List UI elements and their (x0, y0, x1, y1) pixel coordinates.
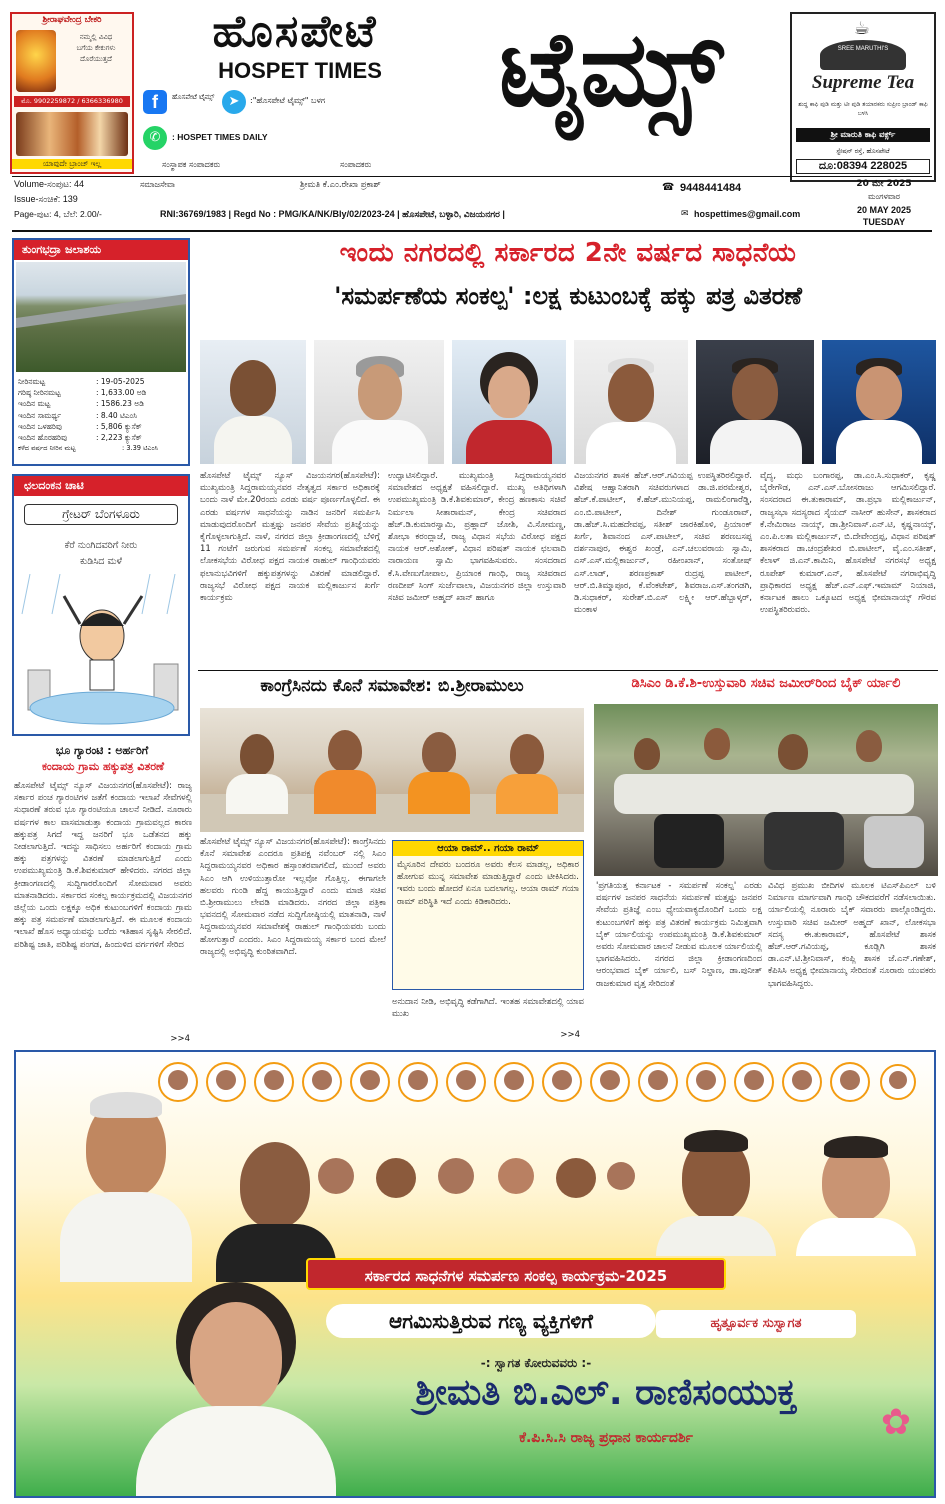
sriramulu-headline: ಕಾಂಗ್ರೆಸಿನದು ಕೊನೆ ಸಮಾವೇಶ: ಬಿ.ಶ್ರೀರಾಮುಲು (260, 676, 524, 696)
dam-row (18, 432, 186, 443)
banner-portrait-left (56, 1092, 196, 1282)
mail-icon: ✉ (681, 209, 689, 219)
cartoon-caption2: ಕುಡಿಸಿದ ಮಳೆ (79, 556, 123, 567)
banner-portrait-group (316, 1148, 636, 1208)
cake-image (16, 112, 128, 156)
tea-brand-top: SREE MARUTHI'S (837, 46, 889, 52)
sriramulu-col-1: ಹೊಸಪೇಟೆ ಟೈಮ್ಸ್ ನ್ಯೂಸ್ ವಿಜಯನಗರ(ಹೊಸಪೇಟೆ): ಕಾಂಗ್ರೆಸಿನದು ಕೊನೆ ಸಮಾವೇಶ ಎಂದರೂ ಪ್ರತಿಪಕ್ಷ ನವೆಂಬರ್ ನಲ್ಲಿ ಸಿಎಂ ಸಿದ್ದರಾಮಯ್ಯನವರ ಅಧಿಕಾರ ಹಸ್ತಾಂತರವಾಗಲಿದೆ, ಮುಂದೆ ಅವರು ಸಿಎಂ ಆಗಿ ಉಳಿಯುತ್ತಾರೋ ಇಲ್ಲವೋ ಗೊತ್ತಿಲ್ಲ. ಈಗಾಗಲೇ ಹಲವರು ಗುಂಡಿ ಹೆದ್ದ ಕಾಯುತ್ತಿದ್ದಾರೆ ಎಂದು ಮಾಜಿ ಸಚಿವ ಬಿ.ಶ್ರೀರಾಮುಲು ಲೇವಡಿ ಮಾಡಿದರು. ನಗರದ ಜಿಲ್ಲಾ ಪತ್ರಿಕಾ ಭವನದಲ್ಲಿ ಸೋಮವಾರ ನಡೆದ ಸುದ್ದಿಗೋಷ್ಠಿಯಲ್ಲಿ ಮಾತನಾಡಿ, ನಾಳೆ ಸಿದ್ದರಾಮಯ್ಯನವರ ಸಮಾವೇಶಕ್ಕೆ ರಾಹುಲ್ ಗಾಂಧಿಯವರು ಬಂದು ಹೋಗುತ್ತಾರೆ ಎಂದರು. ಸಿಎಂ ಸಿದ್ದರಾಮಯ್ಯ ಸರ್ಕಾರ ಬಂದ ಮೇಲೆ ರಾಜ್ಯದಲ್ಲಿ ಅಭಿವೃದ್ಧಿ ಕುಂಠಿತವಾಗಿದೆ. (200, 837, 386, 957)
deity-image (16, 30, 56, 92)
sriramulu-box (392, 840, 584, 990)
phone-icon: ☎ (662, 182, 675, 193)
dam-row-value: : 3.39 ಟಿಎಂಸಿ (122, 444, 159, 453)
lead-headline1: ಇಂದು ನಗರದಲ್ಲಿ ಸರ್ಕಾರದ 2ನೇ ವರ್ಷದ ಸಾಧನೆಯ (339, 238, 797, 268)
tea-brand: Supreme Tea (811, 72, 915, 93)
cartoon-box (12, 474, 190, 736)
bakery-ad-line: ದೊರೆಯುತ್ತದೆ (80, 55, 112, 63)
sriramulu-box-body: ಮೈಸೂರಿನ ದೇವರು ಬಂದರೂ ಅವರು ಕೆಲಸ ಮಾಡಲ್ಲ, ಅಧಿಕಾರ ಹೋಗುವ ಮುನ್ನ ಸಮಾವೇಶ ಮಾಡುತ್ತಿದ್ದಾರೆ ಎಂದು ಟೀಕಿಸಿದರು. ಇವರು ಬಂದು ಹೋದರೆ ಏನೂ ಬದಲಾಗಲ್ಲ. ಆಯಾ ರಾಮ್ ಗಯಾ ರಾಮ್ ಪರಿಸ್ಥಿತಿ ಇದೆ ಎಂದು ಕಿಡಿಕಾರಿದರು. (397, 860, 579, 907)
telegram-icon[interactable]: ➤ (222, 90, 246, 114)
date-en: 20 MAY 2025 (856, 205, 912, 215)
dam-row-value: : 2,223 ಕ್ಯುಸೆಕ್ (96, 433, 142, 443)
dam-row-value: : 5,806 ಕ್ಯುಸೆಕ್ (96, 421, 142, 431)
phone-number: 9448441484 (680, 182, 742, 194)
bakery-ad-line: ನಮ್ಮಲ್ಲಿ ವಿವಿಧ (79, 33, 113, 41)
dam-row-value: : 8.40 ಟಿಎಂಸಿ (96, 410, 138, 420)
dam-row (18, 443, 186, 454)
bakery-ad (10, 12, 134, 174)
publisher-sub: ಸಮಾಜಸೇವಾ (140, 180, 175, 189)
date-kn: 20 ಮೇ 2025 (856, 179, 912, 189)
dam-photo (16, 262, 186, 372)
cartoon-figure (20, 574, 184, 730)
whatsapp-icon[interactable]: ✆ (143, 126, 167, 150)
dam-row (18, 398, 186, 409)
dam-row-label: ಗರಿಷ್ಠ ನೀರಿನಮಟ್ಟ (18, 388, 61, 398)
email[interactable]: hospettimes@gmail.com (694, 209, 801, 219)
lead-photo-row (200, 340, 936, 464)
dam-row-value: : 19-05-2025 (96, 377, 145, 386)
dam-row-label: ಇಂದಿನ ಒಳಹರಿವು (18, 421, 62, 431)
banner-portrait-right-2 (796, 1126, 916, 1256)
pages-label: Page-ಪುಟ: 4, ಬೆಲೆ: 2.00/- (14, 209, 102, 219)
lead-col-4: ವೈದ್ಯ, ಮಧು ಬಂಗಾರಪ್ಪ, ಡಾ.ಎಂ.ಸಿ.ಸುಧಾಕರ್, ಕೃಷ್ಣ ಬೈರೇಗೌಡ, ಎನ್.ಎಸ್.ಬೋಸರಾಜು ಆಗಮಿಸಲಿದ್ದಾರೆ. ಸಂಸದರಾದ ಈ.ತುಕಾರಾಮ್, ಡಾ.ಪ್ರಭಾ ಮಲ್ಲಿಕಾರ್ಜುನ್, ರಾಜ್ಯಸಭಾ ಸದಸ್ಯರಾದ ಸೈಯದ್ ನಾಸೀರ್ ಹುಸೇನ್, ಶಾಸಕರಾದ ಕೆ.ನೇಮಿರಾಜ ನಾಯ್ಕ್, ಡಾ.ಶ್ರೀನಿವಾಸ್.ಎನ್.ಟಿ, ಕೃಷ್ಣನಾಯ್ಕ್, ಎಂ.ಪಿ.ಲತಾ ಮಲ್ಲಿಕಾರ್ಜುನ್, ಬಿ.ದೇವೇಂದ್ರಪ್ಪ, ವಿಧಾನ ಪರಿಷತ್ ಶಾಸಕರಾದ ಡಾ.ಚಂದ್ರಶೇಖರ ಬಿ.ಪಾಟೀಲ್, ವೈ.ಎಂ.ಸತೀಶ್, ಕೆಲಾಳ್ ಜಿ.ಎನ್.ಕಾಮಿನಿ, ಹೊಸಪೇಟೆ ನಗರಸಭೆ ಅಧ್ಯಕ್ಷ ರೂಪೇಶ್ ಕುಮಾರ್.ಎನ್, ಹೊಸಪೇಟೆ ನಗರಾಭಿವೃದ್ಧಿ ಪ್ರಾಧಿಕಾರದ ಅಧ್ಯಕ್ಷ ಹೆಚ್.ಎನ್.ಎಫ್.ಇಮಾಮ್ ನಿಯಾಜಿ, ಕರ್ನಾಟಕ ಹಾಲು ಒಕ್ಕೂಟದ ಅಧ್ಯಕ್ಷ ಭೀಮಾನಾಯ್ಕ್ ಗೌರವ ಉಪಸ್ಥಿತರಿರುವರು. (760, 471, 936, 616)
rally-photo (594, 704, 938, 876)
cartoon-drawing (20, 574, 184, 730)
sriramulu-box-title: ಆಯಾ ರಾಮ್.. ಗಯಾ ರಾಮ್ (393, 841, 583, 856)
lead-col-1: ಹೊಸಪೇಟೆ ಟೈಮ್ಸ್ ನ್ಯೂಸ್ ವಿಜಯನಗರ(ಹೊಸಪೇಟೆ): ಮುಖ್ಯಮಂತ್ರಿ ಸಿದ್ದರಾಮಯ್ಯನವರ ನೇತೃತ್ವದ ಸರ್ಕಾರ ಅಧಿಕಾರಕ್ಕೆ ಬಂದು ನಾಳೆ ಮೇ.20ರಂದು ಎರಡು ವರ್ಷ ಪೂರ್ಣಗೊಳ್ಳಲಿದೆ. ಈ ಎರಡು ವರ್ಷಗಳ ಸಾಧನೆಯನ್ನು ನಾಡಿನ ಜನರಿಗೆ ಸಮರ್ಪಿಸಿ ಮಾಡುವುದರೊಂದಿಗೆ ಮತ್ತಷ್ಟು ಜನಪರ ಸೇವೆಯ ಪ್ರತಿಜ್ಞೆಯನ್ನು ಕೈಗೊಳ್ಳಲಾಗುತ್ತಿದೆ. ನಾಳೆ, ನಗರದ ಜಿಲ್ಲಾ ಕ್ರೀಡಾಂಗಣದಲ್ಲಿ ಬೆಳಿಗ್ಗೆ 11 ಗಂಟೆಗೆ ಜರುಗುವ ಸಮರ್ಪಣೆ ಸಂಕಲ್ಪ ಸಮಾವೇಶದಲ್ಲಿ ಲೋಕಸಭೆಯ ವಿರೋಧ ಪಕ್ಷದ ನಾಯಕ ರಾಹುಲ್ ಗಾಂಧಿಯವರು ಫಲಾನುಭವಿಗಳಿಗೆ ಹಕ್ಕುಪತ್ರಗಳನ್ನು ವಿತರಣೆ ಮಾಡಲಿದ್ದಾರೆ. ರಾಜ್ಯಸಭೆ ವಿರೋಧ ಪಕ್ಷದ ನಾಯಕ ಮಲ್ಲಿಕಾರ್ಜುನ ಖರ್ಗೆ ಕಾರ್ಯಕ್ರಮ (200, 471, 380, 604)
volume-label: Volume-ಸಂಪುಟ: 44 (14, 179, 84, 189)
banner-programme: ಸರ್ಕಾರದ ಸಾಧನೆಗಳ ಸಮರ್ಪಣ ಸಂಕಲ್ಪ ಕಾರ್ಯಕ್ರಮ-2025 (306, 1258, 726, 1290)
banner-welcomer-title: ಕೆ.ಪಿ.ಸಿ.ಸಿ ರಾಜ್ಯ ಪ್ರಧಾನ ಕಾರ್ಯದರ್ಶಿ (519, 1430, 693, 1446)
lead-col-3: ವಿಜಯನಗರ ಶಾಸಕ ಹೆಚ್.ಆರ್.ಗವಿಯಪ್ಪ ಉಪಸ್ಥಿತರಿರಲಿದ್ದಾರೆ. ವಿಶೇಷ ಆಹ್ವಾನಿತರಾಗಿ ಸಚಿವರುಗಳಾದ ಡಾ.ಜಿ.ಪರಮೇಶ್ವರ, ಹೆಚ್.ಕೆ.ಪಾಟೀಲ್, ಕೆ.ಹೆಚ್.ಮುನಿಯಪ್ಪ, ರಾಮಲಿಂಗಾರೆಡ್ಡಿ, ಎಂ.ಬಿ.ಪಾಟೀಲ್, ದಿನೇಶ್ ಗುಂಡೂರಾವ್, ಡಾ.ಹೆಚ್.ಸಿ.ಮಹದೇವಪ್ಪ, ಸತೀಶ್ ಜಾರಕಿಹೊಳಿ, ಪ್ರಿಯಾಂಕ್ ಖರ್ಗೆ, ಶಿವಾನಂದ ಎಸ್.ಪಾಟೀಲ್, ಸಚಿವ ಶರಣಬಸಪ್ಪ ದರ್ಶನಾಪುರ, ಈಶ್ವರ ಖಂಡ್ರೆ, ಎನ್.ಚಲುವರಾಯ ಸ್ವಾಮಿ, ಎಸ್.ಎಸ್.ಮಲ್ಲಿಕಾರ್ಜುನ್, ರಹೀಂಖಾನ್, ಸಂತೋಷ್ ಎಸ್.ಲಾಡ್, ಶರಣಪ್ರಕಾಶ್ ರುದ್ರಪ್ಪ ಪಾಟೀಲ್, ಆರ್.ಬಿ.ತಿಮ್ಮಾಪೂರ, ಕೆ.ವೆಂಕಟೇಶ್, ಶಿವರಾಜ.ಎಸ್.ತಂಗಡಗಿ, ಡಿ.ಸುಧಾಕರ್, ಸುರೇಶ್.ಬಿ.ಎಸ್ ಲಕ್ಷ್ಮೀ ಆರ್.ಹೆಬ್ಬಾಳ್ಕರ್, ಮಂಕಾಳ (574, 471, 752, 616)
bakery-footer: ಯಾವುದೇ ಬ್ರಾಂಚ್ ಇಲ್ಲ (12, 159, 132, 169)
issue-label: Issue-ಸಂಚಿಕೆ: 139 (14, 194, 78, 204)
day-en: TUESDAY (862, 217, 906, 227)
dam-header: ತುಂಗಭದ್ರಾ ಜಲಾಶಯ (14, 240, 188, 260)
banner-portrait-row (156, 1060, 916, 1104)
masthead (0, 0, 945, 232)
left-story-body: ಹೊಸಪೇಟೆ ಟೈಮ್ಸ್ ನ್ಯೂಸ್ ವಿಜಯನಗರ(ಹೊಸಪೇಟೆ): ರಾಜ್ಯ ಸರ್ಕಾರ ಪಂಚ ಗ್ಯಾರಂಟಿಗಳ ಜತೆಗೆ ಕಂದಾಯ ಇಲಾಖೆ ಸೇವೆಗಳಲ್ಲಿ ಸುಧಾರಣೆ ತರುವ ಭೂ ಗ್ಯಾರಂಟಿಯೂ ಚಾಲನೆ ನೀಡಿದೆ. ನೂರಾರು ವರ್ಷಗಳ ಕಾಲ ವಾಸಮಾಡುತ್ತಾ ಕಂದಾಯ ಗ್ರಾಮವಲ್ಲದ ಕಾರಣ ಹಕ್ಕುಪತ್ರ ಸಿಗದೆ ಇದ್ದ ಜನರಿಗೆ ಭೂ ಒಡೆತನದ ಹಕ್ಕು ನೀಡಲಾಗುತ್ತಿದೆ. ಇದನ್ನು ಸಾಧಿಸಲು ಅರ್ಹರಿಗೆ ಕಂದಾಯ ಗ್ರಾಮ ಹಕ್ಕು ಪತ್ರಗಳನ್ನು ವಿತರಣೆ ಮಾಡಲಾಗುತ್ತಿದೆ ಎಂದು ಉಪಮುಖ್ಯಮಂತ್ರಿ ಡಿ.ಕೆ.ಶಿವಕುಮಾರ್ ಹೇಳಿದರು. ನಗರದ ಜಿಲ್ಲಾ ಕ್ರೀಡಾಂಗಣದಲ್ಲಿ ಸುದ್ದಿಗಾರರೊಂದಿಗೆ ಸೋಮವಾರ ಅವರು ಮಾತನಾಡಿದರು. ಸರ್ಕಾರದ ಸಂಕಲ್ಪ ಕಾರ್ಯಕ್ರಮದಲ್ಲಿ ವಿಜಯನಗರ ಜಿಲ್ಲೆಯ ಒಂದು ಲಕ್ಷಕ್ಕೂ ಅಧಿಕ ಕುಟುಂಬಗಳಿಗೆ ಕಂದಾಯ ಗ್ರಾಮ ಹಕ್ಕು ಪತ್ರ ಸಮರ್ಪಣೆ ಮಾಡಲಾಗುತ್ತಿದೆ. ಈ ಮೂಲಕ ಕಂದಾಯ ಇಲಾಖೆ ಹೊಸ ಅಧ್ಯಾಯವನ್ನು ಬರೆದು ಇತಿಹಾಸ ಸೃಷ್ಟಿಸಿ ಸೇರಲಿದೆ. ಪರಿಶಿಷ್ಟ ಜಾತಿ, ಪರಿಶಿಷ್ಟ ಪಂಗಡ, ಹಿಂದುಳಿದ ವರ್ಗಗಳಿಗೆ ಸೇರಿದ (14, 781, 192, 950)
cartoon-header: ಛಲದಂಕನ ಚಾಟಿ (14, 476, 188, 496)
lead-photo-6 (822, 340, 936, 464)
sriramulu-col-2-tail: ಅನುದಾನ ನೀಡಿ, ಅಭಿವೃದ್ಧಿ ಕಡೆಗಾಗಿದೆ. ಇಂತಹ ಸಮಾವೇಶದಲ್ಲಿ ಯಾವ ಮುಖ (392, 997, 584, 1020)
tea-body: ಶುದ್ಧ ಕಾಫಿ ಪುಡಿ ಮತ್ತು ಟೀ ಪುಡಿ ತಯಾರಕರು ಸುಪ್ರೀಂ ಬ್ರಾಂಡ್ ಕಾಫಿ ಬಳಸಿ (798, 101, 928, 117)
masthead-divider (12, 176, 932, 177)
whatsapp-label: : HOSPET TIMES DAILY (172, 132, 268, 142)
dam-row (18, 410, 186, 421)
lead-photo-3 (452, 340, 566, 464)
dam-row-value: : 1586.23 ಅಡಿ (96, 399, 144, 409)
masthead-divider-bottom (12, 230, 932, 232)
masthead-title-big: ಟೈಮ್ಸ್ (499, 8, 721, 130)
banner-group-portraits (316, 1148, 636, 1208)
editor-name: ಶ್ರೀಮತಿ ಕೆ.ಎಂ.ರೇಖಾ ಪ್ರಕಾಶ್ (300, 180, 381, 190)
facebook-label: ಹೊಸಪೇಟೆ ಟೈಮ್ಸ್ (172, 93, 215, 101)
left-story-headline1: ಭೂ ಗ್ಯಾರಂಟಿ : ಅರ್ಹರಿಗೆ (55, 744, 149, 757)
bakery-phone: ಮೊ. 9902259872 / 6366336980 (14, 96, 130, 107)
banner-welcome1: ಆಗಮಿಸುತ್ತಿರುವ ಗಣ್ಯ ವ್ಯಕ್ತಿಗಳಿಗೆ (326, 1304, 656, 1338)
tea-shop: ಶ್ರೀ ಮಾರುತಿ ಕಾಫಿ ವರ್ಕ್ಸ್ (796, 128, 930, 142)
rally-col-2: ವಿವಿಧ ಪ್ರಮುಖ ಬೀದಿಗಳ ಮೂಲಕ ಟಿಎಸ್‌ಪಿ‌ಎಲ್ ಬಳಿ ನಿರ್ಮಾಣ ಮಾರ್ಗವಾಗಿ ಗಾಂಧಿ ಚೌಕದವರೆಗೆ ನಡೆಸಲಾಯಿತು. ರ್ಯಾಲಿಯಲ್ಲಿ ನೂರಾರು ಬೈಕ್ ಸವಾರರು ಪಾಲ್ಗೊಂಡಿದ್ದರು. ಉಸ್ತುವಾರಿ ಸಚಿವ ಜಮೀರ್ ಅಹ್ಮದ್ ಖಾನ್, ಲೋಕಸಭಾ ಸದಸ್ಯ ಈ.ತುಕಾರಾಮ್, ಹೊಸಪೇಟೆ ಶಾಸಕ ಹೆಚ್.ಆರ್.ಗವಿಯಪ್ಪ, ಕೂಡ್ಲಿಗಿ ಶಾಸಕ ಡಾ.ಎನ್.ಟಿ.ಶ್ರೀನಿವಾಸ್, ಕಂಪ್ಲಿ ಶಾಸಕ ಜೆ.ಎನ್.ಗಣೇಶ್, ಕೆಪಿಸಿಸಿ ಅಧ್ಯಕ್ಷ ಭೀಮಾನಾಯ್ಕ ಸೇರಿದಂತೆ ನೂರಾರು ಯುವಕರು ಭಾಗವಹಿಸಿದ್ದರು. (768, 881, 936, 989)
left-story-headline2: ಕಂದಾಯ ಗ್ರಾಮ ಹಕ್ಕುಪತ್ರ ವಿತರಣೆ (41, 760, 165, 773)
publisher-label: ಸಂಸ್ಥಾಪಕ ಸಂಪಾದಕರು (162, 160, 221, 169)
editor-label: ಸಂಪಾದಕರು (340, 160, 372, 169)
sriramulu-photo (200, 708, 584, 832)
lead-col-2: ಉದ್ಘಾಟಿಸಲಿದ್ದಾರೆ. ಮುಖ್ಯಮಂತ್ರಿ ಸಿದ್ದರಾಮಯ್ಯನವರ ಸಮಾವೇಶದ ಅಧ್ಯಕ್ಷತೆ ವಹಿಸಲಿದ್ದಾರೆ. ಮುಖ್ಯ ಅತಿಥಿಗಳಾಗಿ ಉಪಮುಖ್ಯಮಂತ್ರಿ ಡಿ.ಕೆ.ಶಿವಕುಮಾರ್, ಕೇಂದ್ರ ಹಣಕಾಸು ಸಚಿವೆ ನಿರ್ಮಲಾ ಸೀತಾರಾಮನ್, ಕೇಂದ್ರ ಸಚಿವರಾದ ಹೆಚ್.ಡಿ.ಕುಮಾರಸ್ವಾಮಿ, ಪ್ರಹ್ಲಾದ್ ಜೋಶಿ, ವಿ.ಸೋಮಣ್ಣ, ಶೋಭಾ ಕರಂದ್ಲಾಜೆ, ರಾಜ್ಯ ವಿಧಾನ ಸಭೆಯ ವಿರೋಧ ಪಕ್ಷದ ನಾಯಕ ಆರ್.ಅಶೋಕ್, ವಿಧಾನ ಪರಿಷತ್ ನಾಯಕ ಛಲವಾದಿ ನಾರಾಯಣ ಸ್ವಾಮಿ ಭಾಗವಹಿಸುವರು. ಸಂಸದರಾದ ಕೆ.ಸಿ.ವೇಣುಗೋಪಾಲ, ಪ್ರಿಯಾಂಕ ಗಾಂಧಿ, ರಾಜ್ಯ ಸಚಿವರಾದ ರಣದೀಪ್ ಸಿಂಗ್ ಸುರ್ಜೆವಾಲಾ, ವಿಜಯನಗರ ಜಿಲ್ಲಾ ಉಸ್ತುವಾರಿ ಸಚಿವ ಜಮೀರ್ ಅಹ್ಮದ್ ಖಾನ್ ಹಾಗೂ (388, 471, 566, 604)
masthead-title-en: HOSPET TIMES (218, 58, 382, 83)
dam-row-label: ಇಂದಿನ ಮಟ್ಟ (18, 399, 51, 409)
facebook-icon[interactable]: f (143, 90, 167, 114)
dam-table (18, 376, 186, 454)
lead-headline2: 'ಸಮರ್ಪಣೆಯ ಸಂಕಲ್ಪ' :ಲಕ್ಷ ಕುಟುಂಬಕ್ಕೆ ಹಕ್ಕು ಪತ್ರ ವಿತರಣೆ (334, 282, 802, 310)
banner-portraits (156, 1060, 916, 1104)
tea-logo (820, 40, 906, 70)
banner-portrait-right-1 (656, 1116, 776, 1256)
dam-row (18, 376, 186, 387)
welcome-banner (14, 1050, 936, 1498)
bakery-ad-line: ಬಗೆಯ ಕೇಕುಗಳು (76, 44, 116, 52)
masthead-title-kn: ಹೊಸಪೇಟೆ (212, 6, 378, 57)
tea-cup-icon: ☕ (853, 18, 871, 39)
bakery-ad-title: ಶ್ರೀರಾಘವೇಂದ್ರ ಬೇಕರಿ (42, 15, 102, 25)
banner-welcomer-label: -: ಸ್ವಾಗತ ಕೋರುವವರು :- (480, 1356, 592, 1370)
lead-photo-2 (314, 340, 444, 464)
rally-col-1: 'ಪ್ರಗತಿಯತ್ತ ಕರ್ನಾಟಕ - ಸಮರ್ಪಣೆ ಸಂಕಲ್ಪ' ಎರಡು ವರ್ಷಗಳ ಜನಪರ ಸಾಧನೆಯ ಸಮರ್ಪಣೆ ಮತ್ತಷ್ಟು ಜನಪರ ಸೇವೆಯ ಪ್ರತಿಜ್ಞೆ ಎಂಬ ಧ್ಯೇಯವಾಕ್ಯದೊಂದಿಗೆ ಒಂದು ಲಕ್ಷ ಕುಟುಂಬಗಳಿಗೆ ಹಕ್ಕು ಪತ್ರ ವಿತರಣೆ ಕಾರ್ಯಕ್ರಮ ನಿಮಿತ್ತವಾಗಿ ಬೈಕ್ ರ್ಯಾಲಿಯನ್ನು ಉಪಮುಖ್ಯಮಂತ್ರಿ ಡಿ.ಕೆ.ಶಿವಕುಮಾರ್ ಅವರು ಸೋಮವಾರ ಚಾಲನೆ ನೀಡುವ ಮೂಲಕ ರ್ಯಾಲಿಯಲ್ಲಿ ಭಾಗವಹಿಸಿದರು. ನಗರದ ಜಿಲ್ಲಾ ಕ್ರೀಡಾಂಗಣದಿಂದ ಆರಂಭವಾದ ಬೈಕ್ ರ್ಯಾಲಿ, ಬಸ್ ನಿಲ್ದಾಣ, ಡಾ.ಪುನೀತ್ ರಾಜಕುಮಾರ ವೃತ್ತ ಸೇರಿದಂತೆ (596, 881, 762, 989)
tea-ad (790, 12, 936, 182)
dam-row-label: ಕಳೆದ ವರ್ಷದ ನೀರಿನ ಮಟ್ಟ (18, 444, 76, 453)
banner-portrait-woman (136, 1282, 336, 1498)
lead-divider (198, 670, 938, 671)
dam-box (12, 238, 190, 466)
telegram-label: :"ಹೊಸಪೇಟೆ ಟೈಮ್ಸ್" ಬಳಗ (250, 96, 326, 105)
registration-line: RNI:36769/1983 | Regd No : PMG/KA/NK/Bly/02/2023-24 | ಹೊಸಪೇಟೆ, ಬಳ್ಳಾರಿ, ವಿಜಯನಗರ | (160, 209, 505, 219)
cartoon-title: ಗ್ರೇಟರ್ ಬೆಂಗಳೂರು (24, 504, 178, 525)
dam-row-label: ನೀರಿನಮಟ್ಟ (18, 377, 46, 386)
tea-phone: ದೂ:08394 228025 (796, 159, 930, 174)
tea-address: ಸ್ಟೇಷನ್ ರಸ್ತೆ, ಹೊಸಪೇಟೆ (836, 147, 890, 155)
dam-row-label: ಇಂದಿನ ಸಾಮರ್ಥ್ಯ (18, 410, 62, 420)
dam-row-value: : 1,633.00 ಅಡಿ (96, 388, 147, 398)
banner-welcome2: ಹೃತ್ಪೂರ್ವಕ ಸುಸ್ವಾಗತ (656, 1310, 856, 1338)
rally-headline: ಡಿಸಿಎಂ ಡಿ.ಕೆ.ಶಿ-ಉಸ್ತುವಾರಿ ಸಚಿವ ಜಮೀರ್‌ರಿಂದ ಬೈಕ್ ರ್ಯಾಲಿ (631, 676, 901, 691)
sriramulu-continue[interactable]: >>4 (560, 1030, 580, 1040)
day-kn: ಮಂಗಳವಾರ (867, 192, 900, 201)
banner-welcomer-name: ಶ್ರೀಮತಿ ಬಿ.ಎಲ್. ರಾಣಿಸಂಯುಕ್ತ (415, 1372, 797, 1413)
cartoon-caption1: ಕೆರೆ ನುಂಗಿದವರಿಗೆ ನೀರು (64, 540, 138, 551)
left-story-continue[interactable]: >>4 (170, 1034, 190, 1044)
lead-photo-5 (696, 340, 814, 464)
lead-photo-4 (574, 340, 688, 464)
dam-row (18, 421, 186, 432)
flower-icon: ✿ (880, 1402, 912, 1443)
dam-row-label: ಇಂದಿನ ಹೊರಹರಿವು (18, 433, 68, 443)
dam-row (18, 387, 186, 398)
lead-photo-1 (200, 340, 306, 464)
